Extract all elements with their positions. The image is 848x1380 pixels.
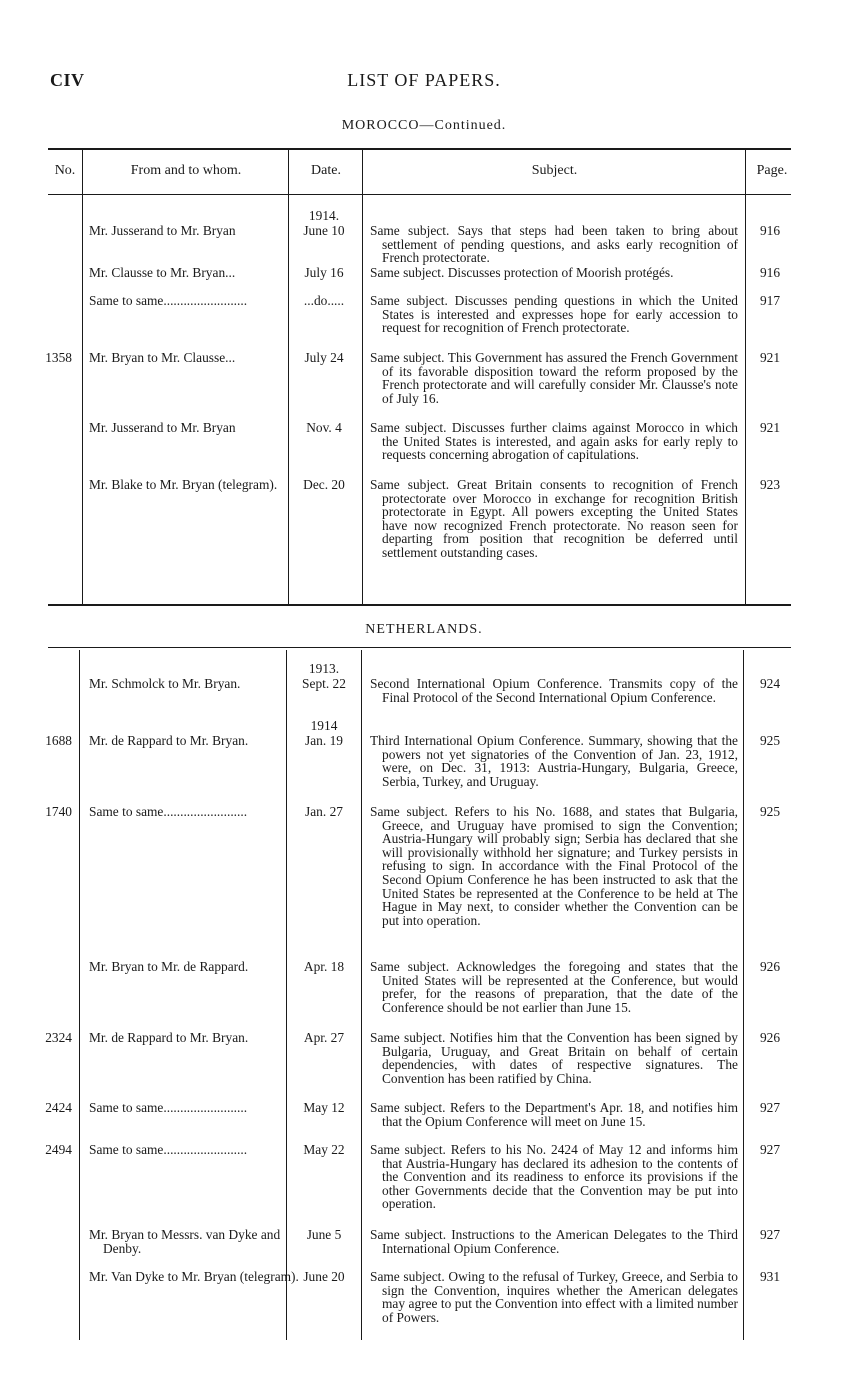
row-correspondent: Same to same......................... (89, 805, 248, 819)
row-subject-text: Same subject. Instructions to the American Delegates to the Third International Opium Conference. (370, 1227, 738, 1256)
row-subject (370, 677, 738, 704)
column-divider (82, 150, 83, 604)
column-divider (288, 150, 289, 604)
row-date: Apr. 18 (303, 959, 345, 974)
row-date: Jan. 27 (305, 804, 343, 819)
row-subject (370, 478, 738, 560)
row-subject-text: Same subject. Refers to his No. 2424 of May 12 and informs him that Austria-Hungary has declared its adhesion to the contents of the Convention and its readiness to enforce its provisions if the other Governments decide that the Convention may be put into operation. (370, 1142, 738, 1212)
row-subject-text: Same subject. This Government has assured the French Government of its favorable disposition toward the reform proposed by the French protectorate and will carefully consider Mr. Clausse's note of July 16. (370, 350, 738, 406)
row-subject-text: Same subject. Owing to the refusal of Turkey, Greece, and Serbia to sign the Convention, inquires whether the American delegates may agree to put the Convention into effect with a limited number of Powers. (370, 1269, 738, 1325)
row-subject-text: Same subject. Discusses pending questions in which the United States is interested and expresses hope for early accession to request for recognition of French protectorate. (370, 293, 738, 336)
row-subject (370, 294, 738, 335)
row-correspondent: Mr. de Rappard to Mr. Bryan. (89, 1030, 249, 1045)
row-correspondent: Same to same......................... (89, 1143, 248, 1157)
column-divider (362, 150, 363, 604)
row-date: May 22 (303, 1142, 345, 1157)
row-subject (370, 1143, 738, 1211)
row-page: 925 (759, 804, 781, 819)
table-top-rule (48, 148, 791, 150)
row-subject-text: Same subject. Refers to his No. 1688, and states that Bulgaria, Greece, and Uruguay have promised to sign the Convention; Austria-Hungary will probably sign; Serbia has declared that she will provisionally withhold her signature; and Turkey persists in refusing to sign. In accordance with the Final Protocol of the Second Opium Conference he has been instructed to ask that the United States be represented at the Conference to be held at The Hague in May next, to consider whether the Convention can be put into operation. (370, 804, 738, 928)
row-subject (370, 734, 738, 788)
row-subject (370, 1031, 738, 1085)
column-divider (745, 150, 746, 604)
row-subject (370, 1270, 738, 1324)
row-correspondent: Mr. Schmolck to Mr. Bryan. (89, 676, 241, 691)
running-head: LIST OF PAPERS. (347, 70, 501, 90)
header-bottom-rule (48, 194, 791, 195)
row-subject-text: Third International Opium Conference. Summary, showing that the powers not yet signatories of the Convention of Jan. 23, 1912, were, on Dec. 31, 1913: Austria-Hungary, Bulgaria, Greece, Serbia, Turkey, and Uruguay. (370, 733, 738, 789)
row-page: 916 (759, 223, 781, 238)
row-number: 1358 (45, 350, 72, 365)
row-date: ...do..... (303, 293, 345, 308)
row-correspondent: Mr. Van Dyke to Mr. Bryan (telegram). (89, 1269, 299, 1284)
row-page: 924 (759, 676, 781, 691)
column-header-from: From and to whom. (130, 163, 242, 178)
row-date: June 5 (306, 1227, 342, 1242)
row-subject-text: Second International Opium Conference. Transmits copy of the Final Protocol of the Second International Opium Conference. (370, 676, 738, 705)
row-date: Nov. 4 (306, 420, 342, 435)
section-title-morocco: MOROCCO—Continued. (341, 118, 507, 133)
year-label: 1914 (310, 718, 338, 733)
row-subject-text: Same subject. Refers to the Department's Apr. 18, and notifies him that the Opium Conference will meet on June 15. (370, 1100, 738, 1129)
row-subject-text: Same subject. Acknowledges the foregoing and states that the United States will be represented at the Conference, but would prefer, for the reasons of preparation, that the date of the Conference should be not earlier than June 15. (370, 959, 738, 1015)
row-page: 925 (759, 733, 781, 748)
row-subject-text: Same subject. Discusses further claims against Morocco in which the United States is interested, and again asks for early reply to requests concerning abrogation of capitulations. (370, 420, 738, 463)
row-subject-text: Same subject. Says that steps had been taken to bring about settlement of pending questions, and asks early recognition of French protectorate. (370, 223, 738, 266)
row-subject-text: Same subject. Great Britain consents to recognition of French protectorate over Morocco in exchange for recognition British protectorate in Egypt. All powers excepting the United States have now recognized French protectorate. No reason seen for departing from position that recognition be deferred until settlement outstanding cases. (370, 477, 738, 560)
column-divider (361, 650, 362, 1340)
row-page: 927 (759, 1227, 781, 1242)
row-correspondent: Mr. Clausse to Mr. Bryan... (89, 265, 236, 280)
row-subject (370, 224, 738, 265)
year-label: 1914. (308, 208, 340, 223)
row-number: 1740 (45, 804, 72, 819)
column-header-no: No. (54, 163, 76, 178)
row-page: 923 (759, 477, 781, 492)
column-header-date: Date. (311, 163, 341, 178)
row-subject (370, 960, 738, 1014)
row-page: 921 (759, 420, 781, 435)
table-bottom-rule (48, 604, 791, 606)
section-title-netherlands: NETHERLANDS. (365, 622, 483, 637)
row-page: 917 (759, 293, 781, 308)
row-correspondent: Mr. Bryan to Mr. Clausse... (89, 350, 236, 365)
row-correspondent: Mr. Bryan to Messrs. van Dyke and Denby. (89, 1227, 281, 1256)
row-correspondent: Same to same......................... (89, 1101, 248, 1115)
row-date: Apr. 27 (303, 1030, 345, 1045)
column-header-subject: Subject. (531, 163, 578, 178)
row-subject (370, 1101, 738, 1128)
row-page: 927 (759, 1100, 781, 1115)
row-number: 2424 (45, 1100, 72, 1115)
row-date: June 20 (303, 1269, 345, 1284)
row-number: 1688 (45, 733, 72, 748)
column-divider (79, 650, 80, 1340)
row-date: July 16 (304, 265, 344, 280)
row-subject-text: Same subject. Notifies him that the Convention has been signed by Bulgaria, Uruguay, and Great Britain on behalf of certain dependencies, with dates of respective signatures. The Convention has been ratified by China. (370, 1030, 738, 1086)
row-correspondent: Mr. de Rappard to Mr. Bryan. (89, 733, 249, 748)
row-correspondent: Mr. Jusserand to Mr. Bryan (89, 420, 236, 435)
column-divider (743, 650, 744, 1340)
row-date: June 10 (303, 223, 345, 238)
row-page: 926 (759, 959, 781, 974)
row-page: 926 (759, 1030, 781, 1045)
row-date: Dec. 20 (303, 477, 345, 492)
row-correspondent: Same to same......................... (89, 294, 248, 308)
year-label: 1913. (308, 661, 340, 676)
row-date: Sept. 22 (302, 676, 346, 691)
row-subject (370, 351, 738, 405)
row-subject (370, 1228, 738, 1255)
table-top-rule (48, 647, 791, 648)
row-correspondent: Mr. Blake to Mr. Bryan (telegram). (89, 477, 278, 492)
row-number: 2324 (45, 1030, 72, 1045)
row-page: 931 (759, 1269, 781, 1284)
page-number: CIV (50, 70, 85, 90)
row-date: May 12 (303, 1100, 345, 1115)
column-header-page: Page. (756, 163, 788, 178)
row-subject (370, 421, 738, 462)
row-number: 2494 (45, 1142, 72, 1157)
row-date: Jan. 19 (305, 733, 343, 748)
row-page: 927 (759, 1142, 781, 1157)
row-correspondent: Mr. Jusserand to Mr. Bryan (89, 223, 236, 238)
row-page: 916 (759, 265, 781, 280)
row-page: 921 (759, 350, 781, 365)
row-date: July 24 (304, 350, 344, 365)
row-subject (370, 805, 738, 927)
row-subject-text: Same subject. Discusses protection of Moorish protégés. (370, 265, 674, 280)
row-subject (370, 266, 738, 280)
row-correspondent: Mr. Bryan to Mr. de Rappard. (89, 959, 249, 974)
